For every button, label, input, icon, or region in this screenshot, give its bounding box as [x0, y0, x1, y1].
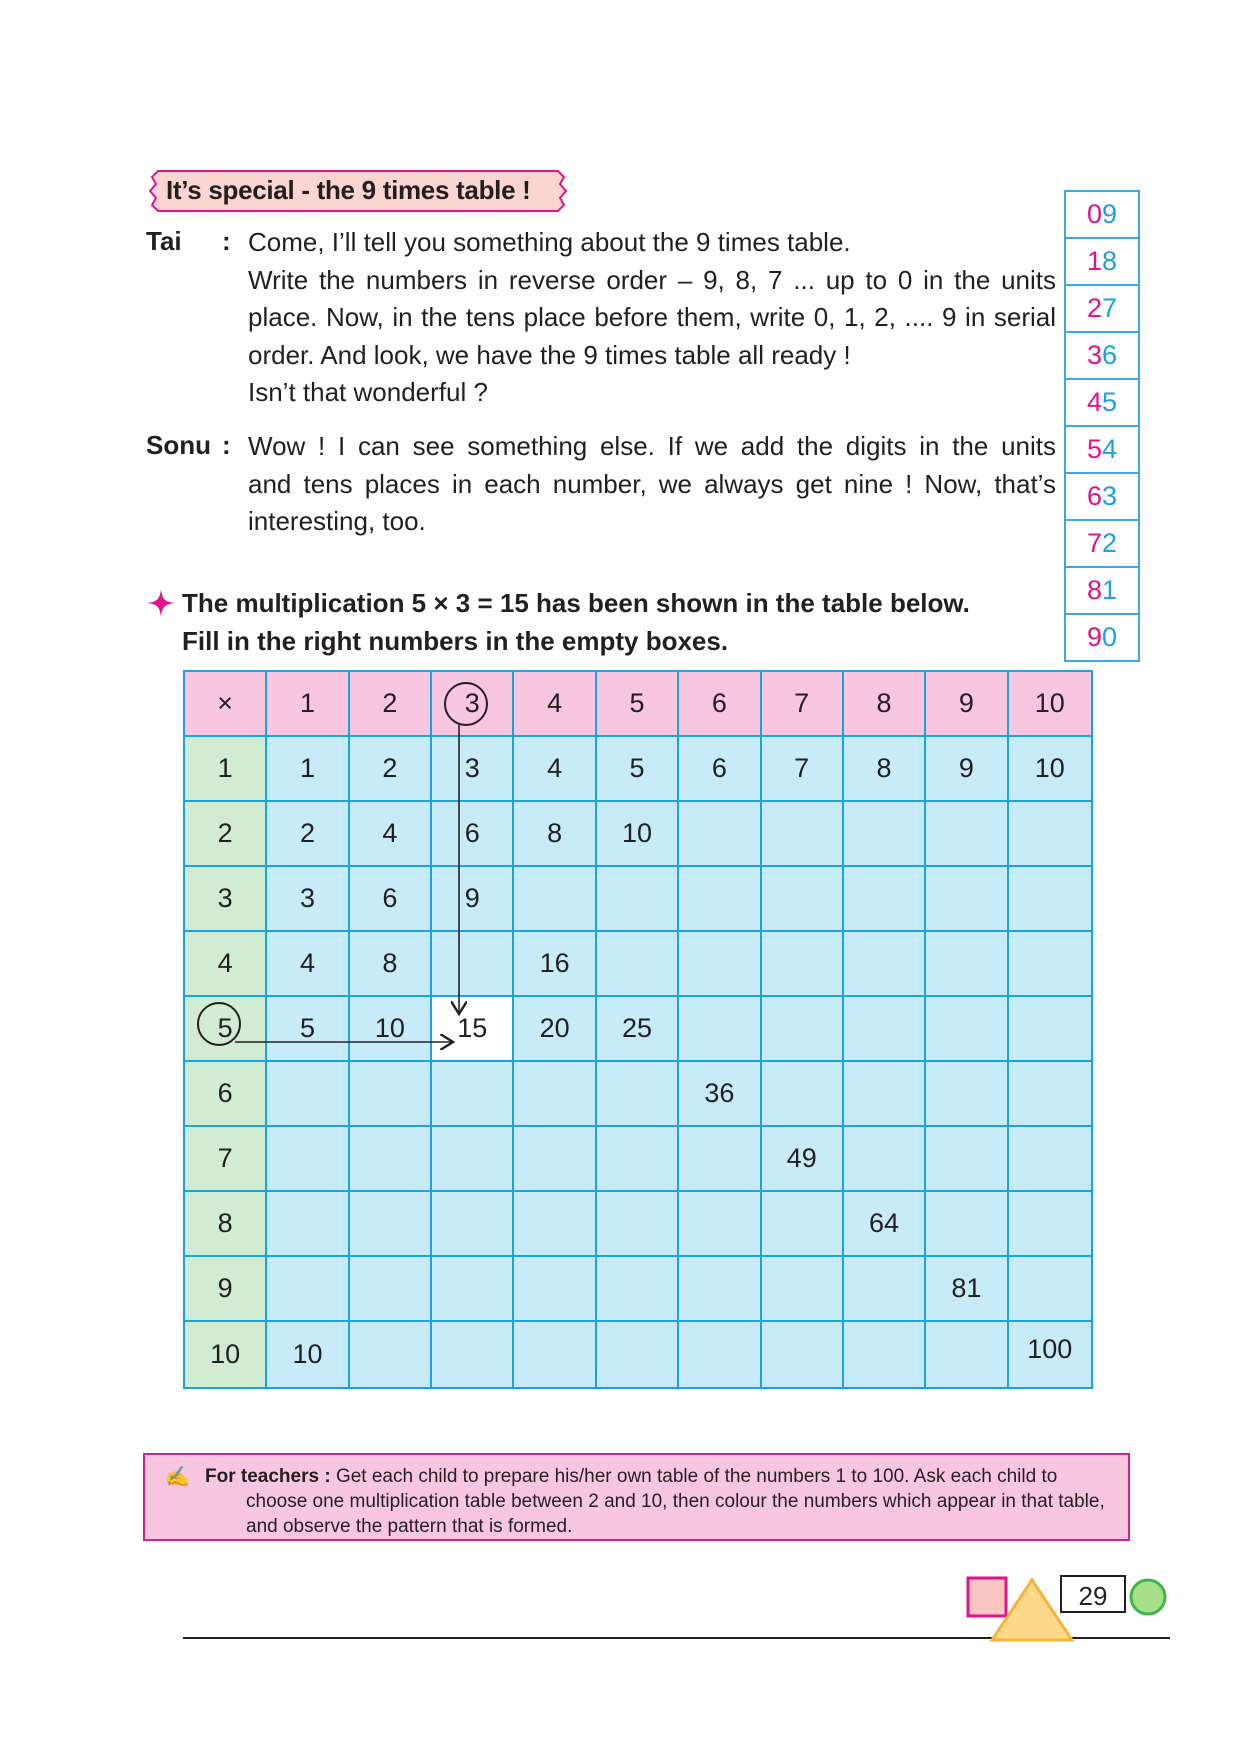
grid-cell[interactable]: 16 — [514, 932, 596, 997]
units-digit: 8 — [1102, 246, 1118, 276]
row-header: 9 — [185, 1257, 267, 1322]
note-line: choose one multiplication table between 2 and 10, then colour the numbers which appear in that table, — [246, 1491, 1105, 1512]
column-header: 8 — [844, 672, 926, 737]
row-header: 4 — [185, 932, 267, 997]
nines-cell — [1066, 333, 1138, 380]
grid-cell[interactable]: 4 — [267, 932, 349, 997]
text-line: interesting, too. — [248, 506, 426, 536]
column-header: 2 — [350, 672, 432, 737]
units-digit: 9 — [1102, 199, 1118, 229]
text-line: Wow ! I can see something else. If we add the digits in the units — [248, 431, 1056, 461]
note-text: Get each child to prepare his/her own table of the numbers 1 to 100. Ask each child to — [335, 1466, 1058, 1487]
grid-cell[interactable]: 6 — [350, 867, 432, 932]
tens-digit: 4 — [1086, 387, 1102, 417]
row-header: 1 — [185, 737, 267, 802]
grid-cell[interactable]: 10 — [350, 997, 432, 1062]
sonu-paragraph — [248, 428, 1056, 541]
column-header: 6 — [679, 672, 761, 737]
tens-digit: 5 — [1086, 434, 1102, 464]
grid-cell[interactable]: 10 — [267, 1322, 349, 1387]
column-header: 4 — [514, 672, 596, 737]
nines-cell — [1066, 192, 1138, 239]
teacher-note — [143, 1453, 1130, 1541]
tens-digit: 7 — [1086, 528, 1102, 558]
tens-digit: 0 — [1086, 199, 1102, 229]
row-header: 6 — [185, 1062, 267, 1127]
grid-cell[interactable]: 64 — [844, 1192, 926, 1257]
units-digit: 1 — [1102, 575, 1118, 605]
grid-cell[interactable]: 3 — [432, 737, 514, 802]
text-line: Come, I’ll tell you something about the 9 times table. — [248, 227, 851, 257]
nines-cell — [1066, 239, 1138, 286]
square-shape — [968, 1578, 1006, 1616]
grid-cell[interactable]: 10 — [597, 802, 679, 867]
nines-cell — [1066, 615, 1138, 660]
page-number: 29 — [1060, 1575, 1126, 1613]
units-digit: 7 — [1102, 293, 1118, 323]
nines-table — [1064, 190, 1140, 662]
grid-cell[interactable]: 25 — [597, 997, 679, 1062]
text-line: place. Now, in the tens place before them, write 0, 1, 2, .... 9 in serial — [248, 302, 1056, 332]
heading-banner — [148, 169, 568, 213]
units-digit: 2 — [1102, 528, 1118, 558]
grid-cell[interactable]: 2 — [267, 802, 349, 867]
grid-cell[interactable]: 7 — [762, 737, 844, 802]
tens-digit: 3 — [1086, 340, 1102, 370]
tens-digit: 8 — [1086, 575, 1102, 605]
row-header: 10 — [185, 1322, 267, 1387]
units-digit: 5 — [1102, 387, 1118, 417]
nines-cell — [1066, 380, 1138, 427]
grid-cell[interactable]: 2 — [350, 737, 432, 802]
tai-paragraph — [248, 224, 1056, 412]
column-header: 10 — [1009, 672, 1091, 737]
circle-shape — [1131, 1580, 1165, 1614]
grid-cell[interactable]: 4 — [350, 802, 432, 867]
tens-digit: 6 — [1086, 481, 1102, 511]
nines-cell — [1066, 521, 1138, 568]
column-header: 5 — [597, 672, 679, 737]
note-line: and observe the pattern that is formed. — [246, 1516, 573, 1537]
row-header: 7 — [185, 1127, 267, 1192]
row-header: 2 — [185, 802, 267, 867]
note-line — [205, 1464, 1057, 1489]
row-5-circle — [198, 1003, 240, 1045]
note-label: For teachers : — [205, 1466, 331, 1487]
row-header: 3 — [185, 867, 267, 932]
nines-cell — [1066, 568, 1138, 615]
column-header: 9 — [926, 672, 1008, 737]
grid-cell[interactable]: 8 — [350, 932, 432, 997]
column-header: 7 — [762, 672, 844, 737]
tens-digit: 2 — [1086, 293, 1102, 323]
grid-cell[interactable]: 5 — [267, 997, 349, 1062]
grid-cell[interactable]: 10 — [1009, 737, 1091, 802]
grid-cell[interactable]: 100 — [1009, 1322, 1091, 1387]
writing-hand-icon: ✍ — [165, 1466, 190, 1488]
grid-cell[interactable]: 9 — [926, 737, 1008, 802]
nines-cell — [1066, 474, 1138, 521]
text-line: Write the numbers in reverse order – 9, 8, 7 ... up to 0 in the units — [248, 264, 1056, 295]
grid-cell[interactable]: 4 — [514, 737, 596, 802]
instruction-line: Fill in the right numbers in the empty boxes. — [182, 626, 729, 656]
grid-cell[interactable]: 1 — [267, 737, 349, 802]
nines-cell — [1066, 427, 1138, 474]
units-digit: 4 — [1102, 434, 1118, 464]
grid-cell[interactable]: 8 — [844, 737, 926, 802]
grid-cell[interactable]: 3 — [267, 867, 349, 932]
units-digit: 6 — [1102, 340, 1118, 370]
grid-annotations — [183, 670, 1091, 1388]
row-header: 8 — [185, 1192, 267, 1257]
units-digit: 0 — [1102, 622, 1118, 652]
column-3-circle — [445, 683, 487, 725]
text-line: order. And look, we have the 9 times table all ready ! — [248, 339, 851, 370]
instruction-text — [182, 584, 970, 660]
grid-cell[interactable]: 5 — [597, 737, 679, 802]
heading-title: It’s special - the 9 times table ! — [166, 175, 531, 205]
grid-cell[interactable]: 20 — [514, 997, 596, 1062]
speaker-colon: : — [222, 226, 231, 256]
column-header: 3 — [432, 672, 514, 737]
speaker-sonu: Sonu — [146, 430, 211, 460]
star-bullet-icon — [146, 588, 176, 618]
grid-cell[interactable]: 9 — [432, 867, 514, 932]
times-symbol: × — [185, 672, 267, 737]
grid-cell[interactable]: 15 — [432, 997, 514, 1062]
tens-digit: 9 — [1086, 622, 1102, 652]
text-line: Isn’t that wonderful ? — [248, 377, 488, 407]
instruction-line: The multiplication 5 × 3 = 15 has been shown in the table below. — [182, 588, 970, 618]
row-header: 5 — [185, 997, 267, 1062]
grid-cell[interactable]: 36 — [679, 1062, 761, 1127]
speaker-tai: Tai — [146, 226, 182, 256]
tens-digit: 1 — [1086, 246, 1102, 276]
grid-cell[interactable]: 8 — [514, 802, 596, 867]
grid-cell[interactable]: 49 — [762, 1127, 844, 1192]
text-line: and tens places in each number, we always get nine ! Now, that’s — [248, 468, 1056, 499]
grid-cell[interactable]: 81 — [926, 1257, 1008, 1322]
grid-cell[interactable]: 6 — [679, 737, 761, 802]
column-header: 1 — [267, 672, 349, 737]
speaker-colon: : — [222, 430, 231, 460]
multiplication-grid — [183, 670, 1091, 1388]
nines-cell — [1066, 286, 1138, 333]
units-digit: 3 — [1102, 481, 1118, 511]
grid-cell[interactable]: 6 — [432, 802, 514, 867]
